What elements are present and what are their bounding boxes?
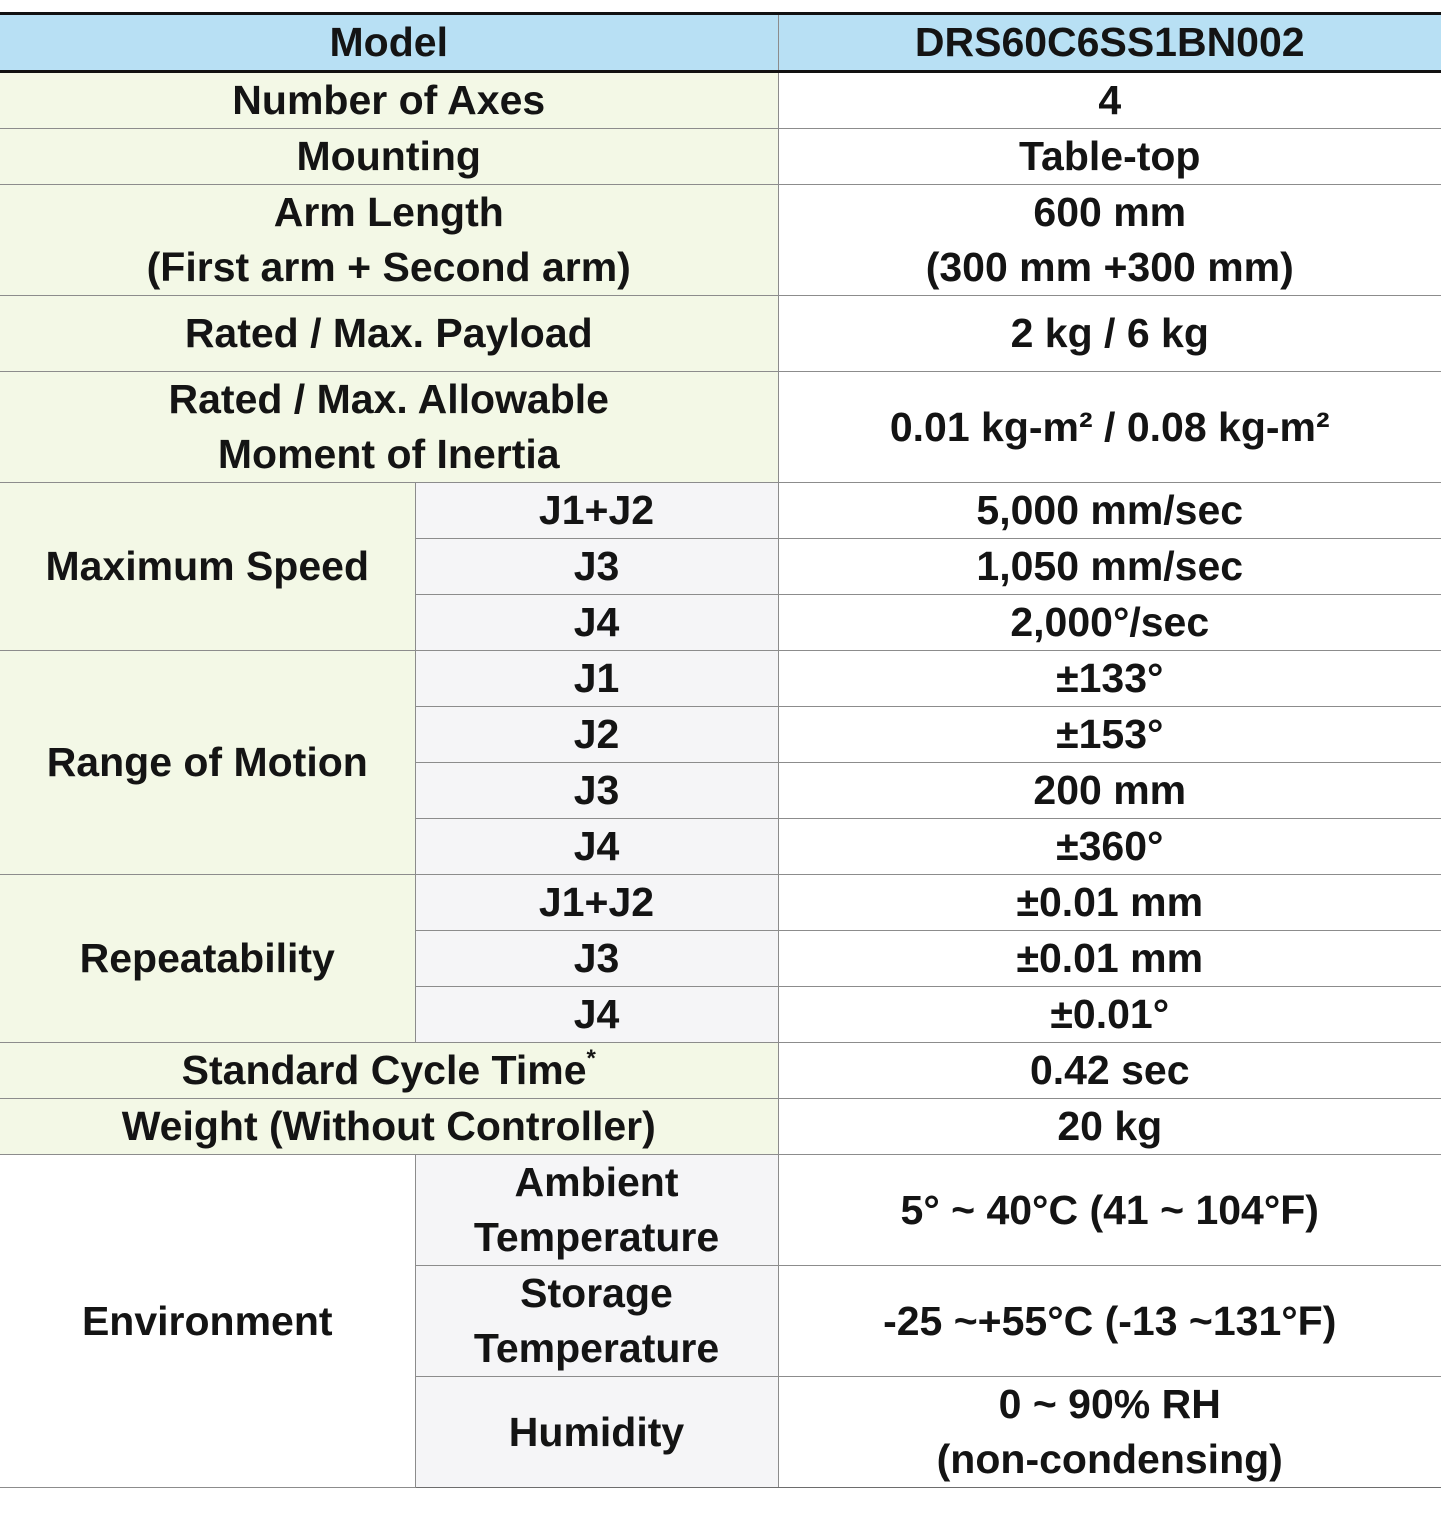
cycle-time-value: 0.42 sec xyxy=(778,1043,1441,1099)
table-row xyxy=(0,1043,1441,1099)
max-speed-axis: J4 xyxy=(415,595,778,651)
repeatability-value: ±0.01 mm xyxy=(778,931,1441,987)
storage-line2: Temperature xyxy=(473,1325,720,1371)
table-row xyxy=(0,483,1441,539)
max-speed-value: 1,050 mm/sec xyxy=(778,539,1441,595)
table-row xyxy=(0,651,1441,707)
table-row xyxy=(0,185,1441,296)
table-row xyxy=(0,72,1441,129)
repeatability-value: ±0.01 mm xyxy=(778,875,1441,931)
payload-value: 2 kg / 6 kg xyxy=(778,296,1441,372)
repeatability-label: Repeatability xyxy=(0,875,415,1043)
mounting-label: Mounting xyxy=(0,129,778,185)
humidity-value xyxy=(778,1377,1441,1488)
table-row xyxy=(0,1099,1441,1155)
inertia-value: 0.01 kg-m² / 0.08 kg-m² xyxy=(778,372,1441,483)
arm-length-value-line1: 600 mm xyxy=(1033,189,1187,235)
mounting-value: Table-top xyxy=(778,129,1441,185)
ambient-temperature-value: 5° ~ 40°C (41 ~ 104°F) xyxy=(778,1155,1441,1266)
footnote-marker: * xyxy=(586,1045,596,1072)
ambient-temperature-label xyxy=(415,1155,778,1266)
payload-label: Rated / Max. Payload xyxy=(0,296,778,372)
range-value: ±133° xyxy=(778,651,1441,707)
storage-temperature-label xyxy=(415,1266,778,1377)
table-row xyxy=(0,296,1441,372)
weight-label: Weight (Without Controller) xyxy=(0,1099,778,1155)
max-speed-axis: J3 xyxy=(415,539,778,595)
table-row xyxy=(0,875,1441,931)
header-model-label: Model xyxy=(0,14,778,72)
cycle-time-label xyxy=(0,1043,778,1099)
header-model-value: DRS60C6SS1BN002 xyxy=(778,14,1441,72)
spec-table xyxy=(0,12,1441,1488)
arm-length-label-line2: (First arm + Second arm) xyxy=(146,244,631,290)
range-value: 200 mm xyxy=(778,763,1441,819)
arm-length-label xyxy=(0,185,778,296)
axes-value: 4 xyxy=(778,72,1441,129)
range-axis: J2 xyxy=(415,707,778,763)
storage-line1: Storage xyxy=(520,1270,673,1316)
humidity-value-line2: (non-condensing) xyxy=(936,1436,1283,1482)
humidity-value-line1: 0 ~ 90% RH xyxy=(998,1381,1221,1427)
arm-length-label-line1: Arm Length xyxy=(273,189,504,235)
inertia-label-line1: Rated / Max. Allowable xyxy=(168,376,609,422)
range-of-motion-label: Range of Motion xyxy=(0,651,415,875)
table-row xyxy=(0,372,1441,483)
range-value: ±360° xyxy=(778,819,1441,875)
arm-length-value-line2: (300 mm +300 mm) xyxy=(925,244,1294,290)
ambient-line1: Ambient xyxy=(514,1159,679,1205)
range-axis: J3 xyxy=(415,763,778,819)
inertia-label-line2: Moment of Inertia xyxy=(217,431,560,477)
humidity-label: Humidity xyxy=(415,1377,778,1488)
cycle-time-label-text: Standard Cycle Time xyxy=(181,1047,587,1093)
environment-label: Environment xyxy=(0,1155,415,1488)
ambient-line2: Temperature xyxy=(473,1214,720,1260)
max-speed-axis: J1+J2 xyxy=(415,483,778,539)
max-speed-value: 5,000 mm/sec xyxy=(778,483,1441,539)
repeatability-axis: J3 xyxy=(415,931,778,987)
repeatability-axis: J1+J2 xyxy=(415,875,778,931)
inertia-label xyxy=(0,372,778,483)
repeatability-axis: J4 xyxy=(415,987,778,1043)
repeatability-value: ±0.01° xyxy=(778,987,1441,1043)
table-row xyxy=(0,129,1441,185)
range-axis: J4 xyxy=(415,819,778,875)
axes-label: Number of Axes xyxy=(0,72,778,129)
arm-length-value xyxy=(778,185,1441,296)
table-row xyxy=(0,1155,1441,1266)
storage-temperature-value: -25 ~+55°C (-13 ~131°F) xyxy=(778,1266,1441,1377)
weight-value: 20 kg xyxy=(778,1099,1441,1155)
max-speed-label: Maximum Speed xyxy=(0,483,415,651)
table-row-model xyxy=(0,14,1441,72)
max-speed-value: 2,000°/sec xyxy=(778,595,1441,651)
range-axis: J1 xyxy=(415,651,778,707)
range-value: ±153° xyxy=(778,707,1441,763)
